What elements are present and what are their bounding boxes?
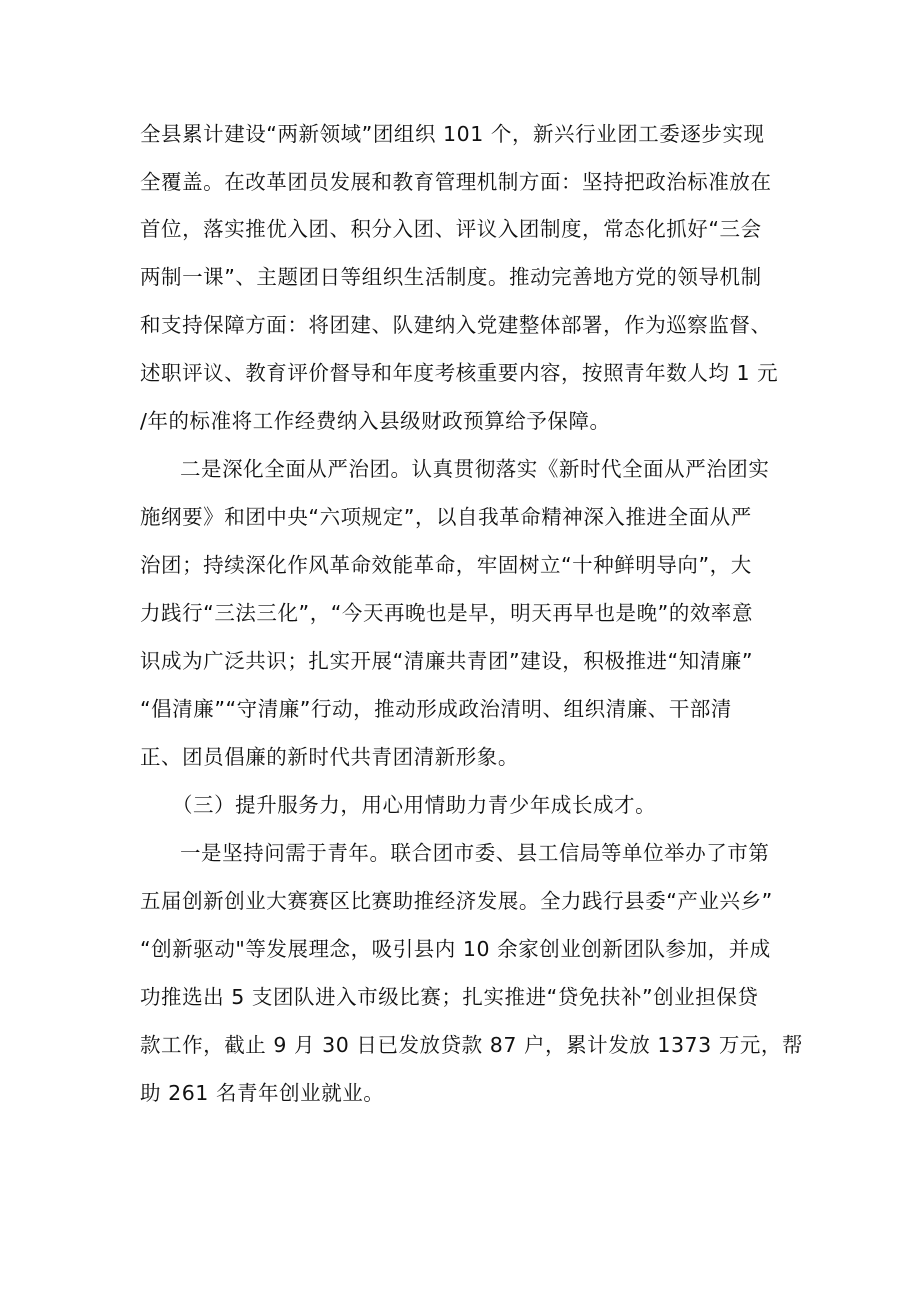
text-line: 助 261 名青年创业就业。 bbox=[140, 1081, 385, 1105]
text-line: 治团；持续深化作风革命效能革命，牢固树立“十种鲜明导向”，大 bbox=[140, 553, 752, 577]
text-line: 和支持保障方面：将团建、队建纳入党建整体部署，作为巡察监督、 bbox=[140, 313, 772, 337]
paragraph-start-line: 一是坚持问需于青年。联合团市委、县工信局等单位举办了市第 bbox=[180, 841, 770, 865]
text-line: 施纲要》和团中央“六项规定”，以自我革命精神深入推进全面从严 bbox=[140, 505, 752, 529]
text-line: 功推选出 5 支团队进入市级比赛；扎实推进“贷免扶补”创业担保贷 bbox=[140, 985, 759, 1009]
text-line: 首位，落实推优入团、积分入团、评议入团制度，常态化抓好“三会 bbox=[140, 217, 762, 241]
text-line: “倡清廉”“守清廉”行动，推动形成政治清明、组织清廉、干部清 bbox=[140, 697, 732, 721]
text-line: 力践行“三法三化”，“今天再晚也是早，明天再早也是晚”的效率意 bbox=[140, 601, 754, 625]
text-line: 两制一课”、主题团日等组织生活制度。推动完善地方党的领导机制 bbox=[140, 265, 762, 289]
text-line: 款工作，截止 9 月 30 日已发放贷款 87 户，累计发放 1373 万元，帮 bbox=[140, 1033, 804, 1057]
text-line: /年的标准将工作经费纳入县级财政预算给予保障。 bbox=[140, 409, 611, 433]
text-line: 正、团员倡廉的新时代共青团清新形象。 bbox=[140, 745, 519, 769]
text-line: 述职评议、教育评价督导和年度考核重要内容，按照青年数人均 1 元 bbox=[140, 361, 779, 385]
section-heading: （三）提升服务力，用心用情助力青少年成长成才。 bbox=[172, 793, 657, 817]
text-line: 全县累计建设“两新领域”团组织 101 个，新兴行业团工委逐步实现 bbox=[140, 122, 765, 146]
text-line: 全覆盖。在改革团员发展和教育管理机制方面：坚持把政治标准放在 bbox=[140, 170, 772, 194]
text-line: “创新驱动"等发展理念，吸引县内 10 余家创业创新团队参加，并成 bbox=[140, 937, 771, 961]
paragraph-start-line: 二是深化全面从严治团。认真贯彻落实《新时代全面从严治团实 bbox=[180, 457, 770, 481]
text-line: 识成为广泛共识；扎实开展“清廉共青团”建设，积极推进“知清廉” bbox=[140, 649, 754, 673]
text-line: 五届创新创业大赛赛区比赛助推经济发展。全力践行县委“产业兴乡” bbox=[140, 889, 773, 913]
